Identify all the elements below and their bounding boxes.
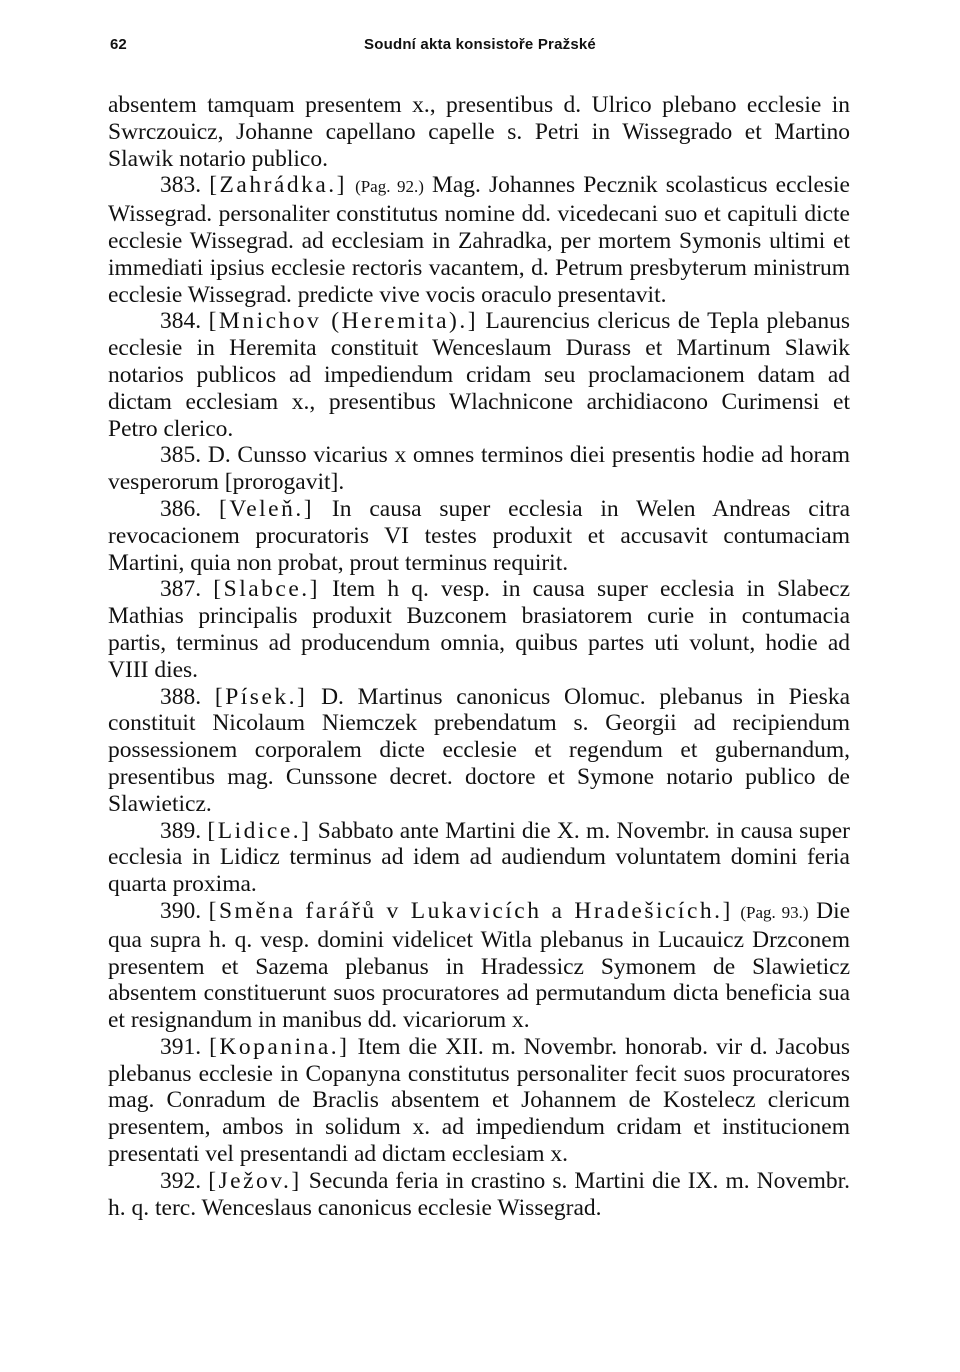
entry-paragraph bbox=[108, 684, 850, 818]
entry-number: 389. bbox=[160, 817, 202, 844]
entry-place: [Směna farářů v Lukavicích a Hradešicích.] bbox=[208, 897, 733, 924]
entry-text: Sabbato ante Martini die X. m. Novembr. in causa super ecclesia in Lidicz terminus ad idem ad audiendum voluntatem domini feria quarta proxima. bbox=[108, 817, 851, 898]
entry-place: [Lidice.] bbox=[207, 817, 312, 844]
entry-paragraph bbox=[108, 576, 850, 683]
entry-paragraph bbox=[108, 898, 850, 1034]
entry-paragraph bbox=[108, 308, 850, 442]
entry-number: 390. bbox=[160, 897, 202, 924]
running-head bbox=[110, 36, 850, 62]
entry-text: absentem tamquam presentem x., presentibus d. Ulrico plebano ecclesie in Swrczouicz, Johanne capellano capelle s. Petri in Wissegrado et Martino Slawik notario publico. bbox=[108, 92, 850, 172]
entry-paragraph bbox=[108, 442, 850, 496]
entry-number: 387. bbox=[160, 576, 202, 603]
entry-text: In causa super ecclesia in Welen Andreas citra revocacionem procuratoris VI testes produxit et accusavit contumaciam Martini, quia non probat, prout terminus requirit. bbox=[108, 495, 851, 576]
entry-number: 383. bbox=[160, 172, 202, 199]
entry-place: [Slabce.] bbox=[213, 576, 320, 603]
entry-text: D. Martinus canonicus Olomuc. plebanus in Pieska constituit Nicolaum Niemczek prebendatum s. Georgii ad recipiendum possessionem corporalem dicte ecclesie et regendum et gubernandum, presentibus mag. Cunssone decret. doctore et Symone notario publico de Slawieticz. bbox=[108, 683, 850, 817]
running-title: Soudní akta konsistoře Pražské bbox=[364, 36, 596, 53]
page-reference: (Pag. 93.) bbox=[740, 902, 809, 922]
entry-number: 391. bbox=[160, 1033, 202, 1060]
entry-number: 384. bbox=[160, 308, 202, 335]
entry-paragraph bbox=[108, 92, 850, 172]
page-number: 62 bbox=[110, 36, 127, 53]
entry-number: 386. bbox=[160, 495, 202, 522]
entry-place: [Kopanina.] bbox=[209, 1033, 350, 1060]
entry-paragraph bbox=[108, 818, 850, 898]
entry-text: Item h q. vesp. in causa super ecclesia in Slabecz Mathias principalis produxit Buzconem brasiatorem curie in contumacia partis, terminus ad producendum omnia, quibus partes uti volunt, hodie ad VIII dies. bbox=[108, 576, 851, 683]
page-reference: (Pag. 92.) bbox=[355, 177, 424, 197]
entry-number: 385. bbox=[160, 442, 202, 469]
entry-text: Secunda feria in crastino s. Martini die IX. m. Novembr. h. q. terc. Wenceslaus canonicus ecclesie Wissegrad. bbox=[108, 1167, 851, 1221]
entry-paragraph bbox=[108, 496, 850, 576]
entry-paragraph bbox=[108, 1034, 850, 1168]
entry-paragraph bbox=[108, 172, 850, 308]
entry-text: Die qua supra h. q. vesp. domini videlicet Witla plebanus in Lucauicz Drzconem presentem et Sazema plebanus in Hradessicz Symonem de Slawieticz absentem constituerunt suos procuratores ad permutandum dicta beneficia sua et resignandum in manibus dd. vicariorum x. bbox=[108, 897, 851, 1034]
entry-place: [Ježov.] bbox=[208, 1167, 302, 1194]
entry-place: [Veleň.] bbox=[219, 495, 315, 522]
entry-paragraph bbox=[108, 1168, 850, 1222]
body-text bbox=[108, 92, 850, 1221]
entry-place: [Zahrádka.] bbox=[209, 172, 347, 199]
entry-text: Laurencius clericus de Tepla plebanus ecclesie in Heremita constituit Wenceslaum Durass et Martinum Slawik notarios publicos ad impediendum cridam seu proclamacionem datam ad dictam ecclesiam x., presentibus Wlachnicone archidiacono Curimensi et Petro clerico. bbox=[108, 308, 850, 442]
entry-place: [Písek.] bbox=[214, 683, 308, 710]
entry-place: [Mnichov (Heremita).] bbox=[208, 308, 479, 335]
entry-text: D. Cunsso vicarius x omnes terminos diei presentis hodie ad horam vesperorum [prorogavit]. bbox=[108, 442, 850, 496]
entry-number: 388. bbox=[160, 683, 202, 710]
entry-text: Item die XII. m. Novembr. honorab. vir d. Jacobus plebanus ecclesie in Copanyna constitutus personaliter fecit suos procuratores mag. Conradum de Braclis absentem et Johannem de Kostelecz clericum presentem, ambos in solidum x. ad impediendum cridam et institucionem presentati vel presentandi ad dictam ecclesiam x. bbox=[108, 1033, 851, 1168]
entry-text: Mag. Johannes Pecznik scolasticus ecclesie Wissegrad. personaliter constitutus nomine dd. vicedecani suo et capituli dicte ecclesie Wissegrad. ad ecclesiam in Zahradka, per mortem Symonis ultimi et immediati ipsius ecclesie rectoris vacantem, d. Petrum presbyterum ministrum ecclesie Wissegrad. predicte vive vocis oraculo presentavit. bbox=[108, 172, 850, 308]
entry-number: 392. bbox=[160, 1167, 202, 1194]
